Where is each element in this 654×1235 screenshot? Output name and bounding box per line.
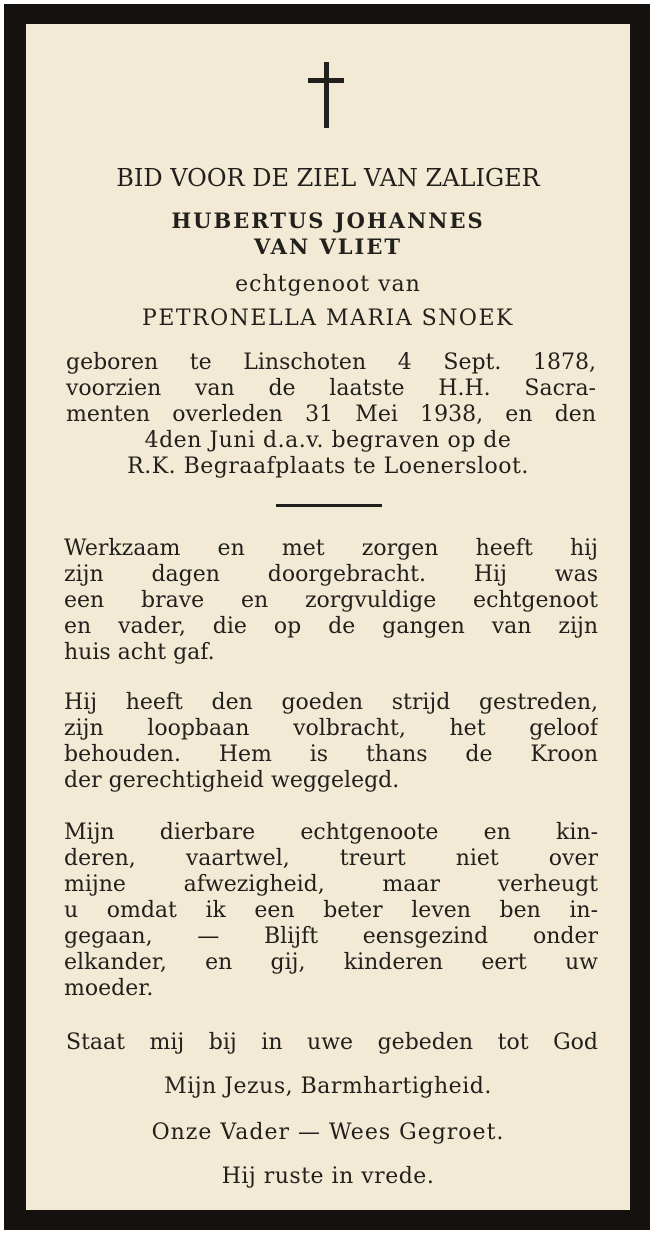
paragraph-line: deren, vaartwel, treurt niet over [64,846,598,871]
paragraph-line: huis acht gaf. [64,640,215,665]
paragraph-line: gegaan, — Blijft eensgezind onder [64,924,598,949]
card-paper [26,24,630,1210]
bio-line: 4den Juni d.a.v. begraven op de [144,428,512,453]
paragraph-line: Werkzaam en met zorgen heeft hij [64,536,598,561]
paragraph-line: Mijn dierbare echtgenoote en kin- [64,820,598,845]
memorial-card [4,4,650,1230]
paragraph-line: elkander, en gij, kinderen eert uw [64,950,598,975]
bio-line: menten overleden 31 Mei 1938, en den [66,402,596,427]
paragraph-line: der gerechtigheid weggelegd. [64,768,400,793]
paragraph-line: Hij heeft den goeden strijd gestreden, [64,690,598,715]
prayer-plea: BID VOOR DE ZIEL VAN ZALIGER [116,164,540,192]
rest-in-peace: Hij ruste in vrede. [221,1164,435,1189]
paragraph-farewell [64,820,598,1002]
paragraph-line: behouden. Hem is thans de Kroon [64,742,598,767]
spouse-intro: echtgenoot van [235,272,421,297]
deceased-name-line1: HUBERTUS JOHANNES [171,208,485,233]
prayer-request: Staat mij bij in uwe gebeden tot God [66,1030,598,1055]
paragraph-line: zijn loopbaan volbracht, het geloof [64,716,598,741]
paragraph-line: en vader, die op de gangen van zijn [64,614,598,639]
bio-line: voorzien van de laatste H.H. Sacra- [66,376,596,401]
paragraph-line: u omdat ik een beter leven ben in- [64,898,598,923]
bio-line: geboren te Linschoten 4 Sept. 1878, [66,350,596,375]
spouse-name: PETRONELLA MARIA SNOEK [142,306,514,331]
divider [276,504,382,507]
paragraph-line: een brave en zorgvuldige echtgenoot [64,588,598,613]
paragraph-line: zijn dagen doorgebracht. Hij was [64,562,598,587]
invocation: Mijn Jezus, Barmhartigheid. [164,1074,492,1099]
bio-line: R.K. Begraafplaats te Loenersloot. [127,454,529,479]
cross-icon [308,62,344,128]
paragraph-strife [64,690,598,794]
prayers: Onze Vader — Wees Gegroet. [151,1120,505,1145]
paragraph-line: moeder. [64,976,154,1001]
paragraph-line: mijne afwezigheid, maar verheugt [64,872,598,897]
deceased-name-line2: VAN VLIET [254,234,402,259]
paragraph-work [64,536,598,666]
